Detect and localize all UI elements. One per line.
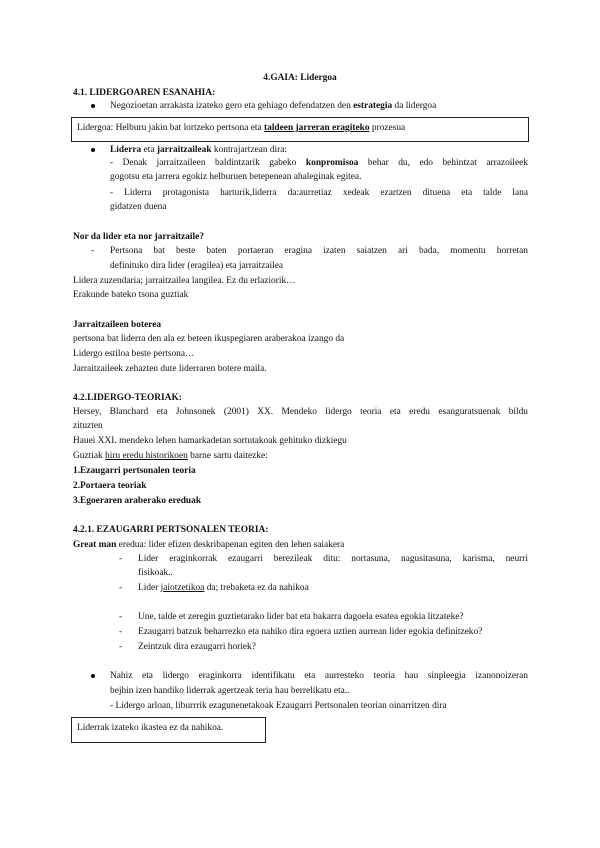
s41-bullet1: [110, 101, 436, 112]
dash-marker: -: [119, 612, 123, 622]
s41-d1a-pre: - Denak jarraitzaileen baldintzarik gabeko: [110, 158, 306, 168]
s421-b1b: bejhin izen handiko liderrak agertzeak teria hau berrelikatu eta..: [110, 686, 350, 696]
s41-bullet2-s1: Liderra: [110, 145, 142, 155]
s42-p3: [73, 451, 268, 462]
s41-bullet1-post: da lidergoa: [392, 101, 437, 111]
s42-p1b: zituzten: [73, 421, 103, 431]
s421-d2-pre: Lider: [138, 583, 161, 593]
s421-d2: [138, 583, 309, 594]
great-man-strong: Great man: [73, 540, 117, 550]
bullet-dot: [91, 104, 95, 108]
theory-list-item: 1.Ezaugarri pertsonalen teoria: [73, 466, 196, 476]
s41-bullet1-pre: Negozioetan arrakasta izateko gero eta gehiago defendatzen den: [110, 101, 354, 111]
s41-bullet2-s2: jarraitzaileak: [156, 145, 212, 155]
botere-l3: Jarraitzaileek zehazten dute liderraren botere maila.: [73, 364, 267, 374]
s42-p1a: Hersey, Blanchard eta Johnsonek (2001) XX. Mendeko lidergo teoria eta eredu esanguratsuenak bildu: [73, 407, 528, 417]
s42-p3-post: barne sartu daitezke:: [187, 451, 268, 461]
s41-bullet2: [110, 145, 287, 156]
definition-post: prozesua: [369, 123, 406, 133]
section-41-heading: 4.1. LIDERGOAREN ESANAHIA:: [73, 88, 216, 98]
dash-marker: -: [119, 642, 123, 652]
nor-dash-a: Pertsona bat beste baten portaeran eragina izaten saiatzen ari bada, momentu horretan: [110, 246, 528, 256]
botere-l2: Lidergo estiloa beste pertsona…: [73, 349, 195, 359]
theory-list-item: 3.Egoeraren araberako ereduak: [73, 496, 202, 506]
s421-d5: Zeintzuk dira ezaugarri horiek?: [138, 642, 256, 652]
section-421-heading: 4.2.1. EZAUGARRI PERTSONALEN TEORIA:: [73, 525, 269, 535]
dash-marker: -: [119, 583, 123, 593]
dash-marker: -: [119, 554, 123, 564]
bullet-dot: [91, 148, 95, 152]
s41-d2a: - Liderra protagonista harturik,liderra da:aurretiaz xedeak ezartzen dituena eta talde lana: [110, 188, 528, 198]
nor-line1: Lidera zuzendaria; jarraitzailea langilea. Ez du erlaziorik…: [73, 276, 296, 286]
definition-pre: Lidergoa: Helburu jakin bat lortzeko pertsona eta: [77, 123, 265, 133]
s421-b1c: - Lidergo arloan, liburrrik ezagunenetakoak Ezaugarri Pertsonalen teorian oinarritzen dira: [110, 701, 447, 711]
nor-dash-b: definituko dira lider (eragilea) eta jarraitzailea: [110, 261, 284, 271]
s41-d2b: gidatzen duena: [110, 202, 167, 212]
botere-l1: pertsona bat liderra den ala ez beteen ikuspegiaren araberakoa izango da: [73, 334, 345, 344]
great-man-line: [73, 540, 344, 551]
s41-d1b: gogotsu eta jarrera egokiz helburuen betepenean ahaleginak egitea.: [110, 172, 362, 182]
s41-d1a-strong: konpromisoa: [305, 158, 359, 168]
s41-d1a: [110, 158, 528, 169]
s42-p3-underline: hiru eredu historikoen: [105, 451, 188, 461]
definition-text: [77, 123, 405, 134]
dash-marker: -: [91, 246, 95, 256]
bullet-dot: [91, 674, 95, 678]
botere-heading: Jarraitzaileen boterea: [73, 320, 162, 330]
s42-p2: Hauei XXI. mendeko lehen hamarkadetan sortutakoak gehituko dizkiegu: [73, 436, 347, 446]
s421-d1b: fisikoak..: [138, 568, 173, 578]
s41-bullet2-post: kontrajartzean dira:: [211, 145, 288, 155]
s421-d2-post: da; trebaketa ez da nahikoa: [204, 583, 309, 593]
s421-d4: Ezaugarri batzuk beharrezko eta nahiko dira egoera uztien aurrean lider egokia definitzeko?: [138, 627, 483, 637]
definition-strong: taldeen jarreran eragiteko: [264, 123, 370, 133]
s421-d3: Une, talde et zeregin guztietarako lider bat eta bakarra dagoela esatea egokia litzateke?: [138, 612, 464, 622]
section-42-heading: 4.2.LIDERGO-TEORIAK:: [73, 393, 182, 403]
s421-d1a: Lider eraginkorrak ezaugarri berezileak ditu: nortasuna, nagusitasuna, karisma, neurri: [138, 554, 528, 564]
page-title: 4.GAIA: Lidergoa: [263, 73, 337, 83]
s41-d1a-post: behar du, edo behintzat arrazoileek: [358, 158, 528, 168]
dash-marker: -: [119, 627, 123, 637]
great-man-post: eredua: lider efizen deskribapenan egiten den lehen saiakera: [116, 540, 345, 550]
s41-bullet1-strong: estrategia: [353, 101, 393, 111]
s421-d2-underline: jaiotzetikoa: [160, 583, 205, 593]
note-box-text: Liderrak izateko ikastea ez da nahikoa.: [77, 723, 224, 733]
s421-b1a: Nahiz eta lidergo eraginkorra identifikatu eta aurresteko teoria hau sinpleegia izanonoizeran: [110, 671, 528, 681]
theory-list-item: 2.Portaera teoriak: [73, 481, 147, 491]
s41-bullet2-mid: eta: [141, 145, 157, 155]
nor-line2: Erakunde bateko tsona guztiak: [73, 290, 189, 300]
nor-heading: Nor da lider eta nor jarraitzaile?: [73, 232, 204, 242]
s42-p3-pre: Guztiak: [73, 451, 106, 461]
